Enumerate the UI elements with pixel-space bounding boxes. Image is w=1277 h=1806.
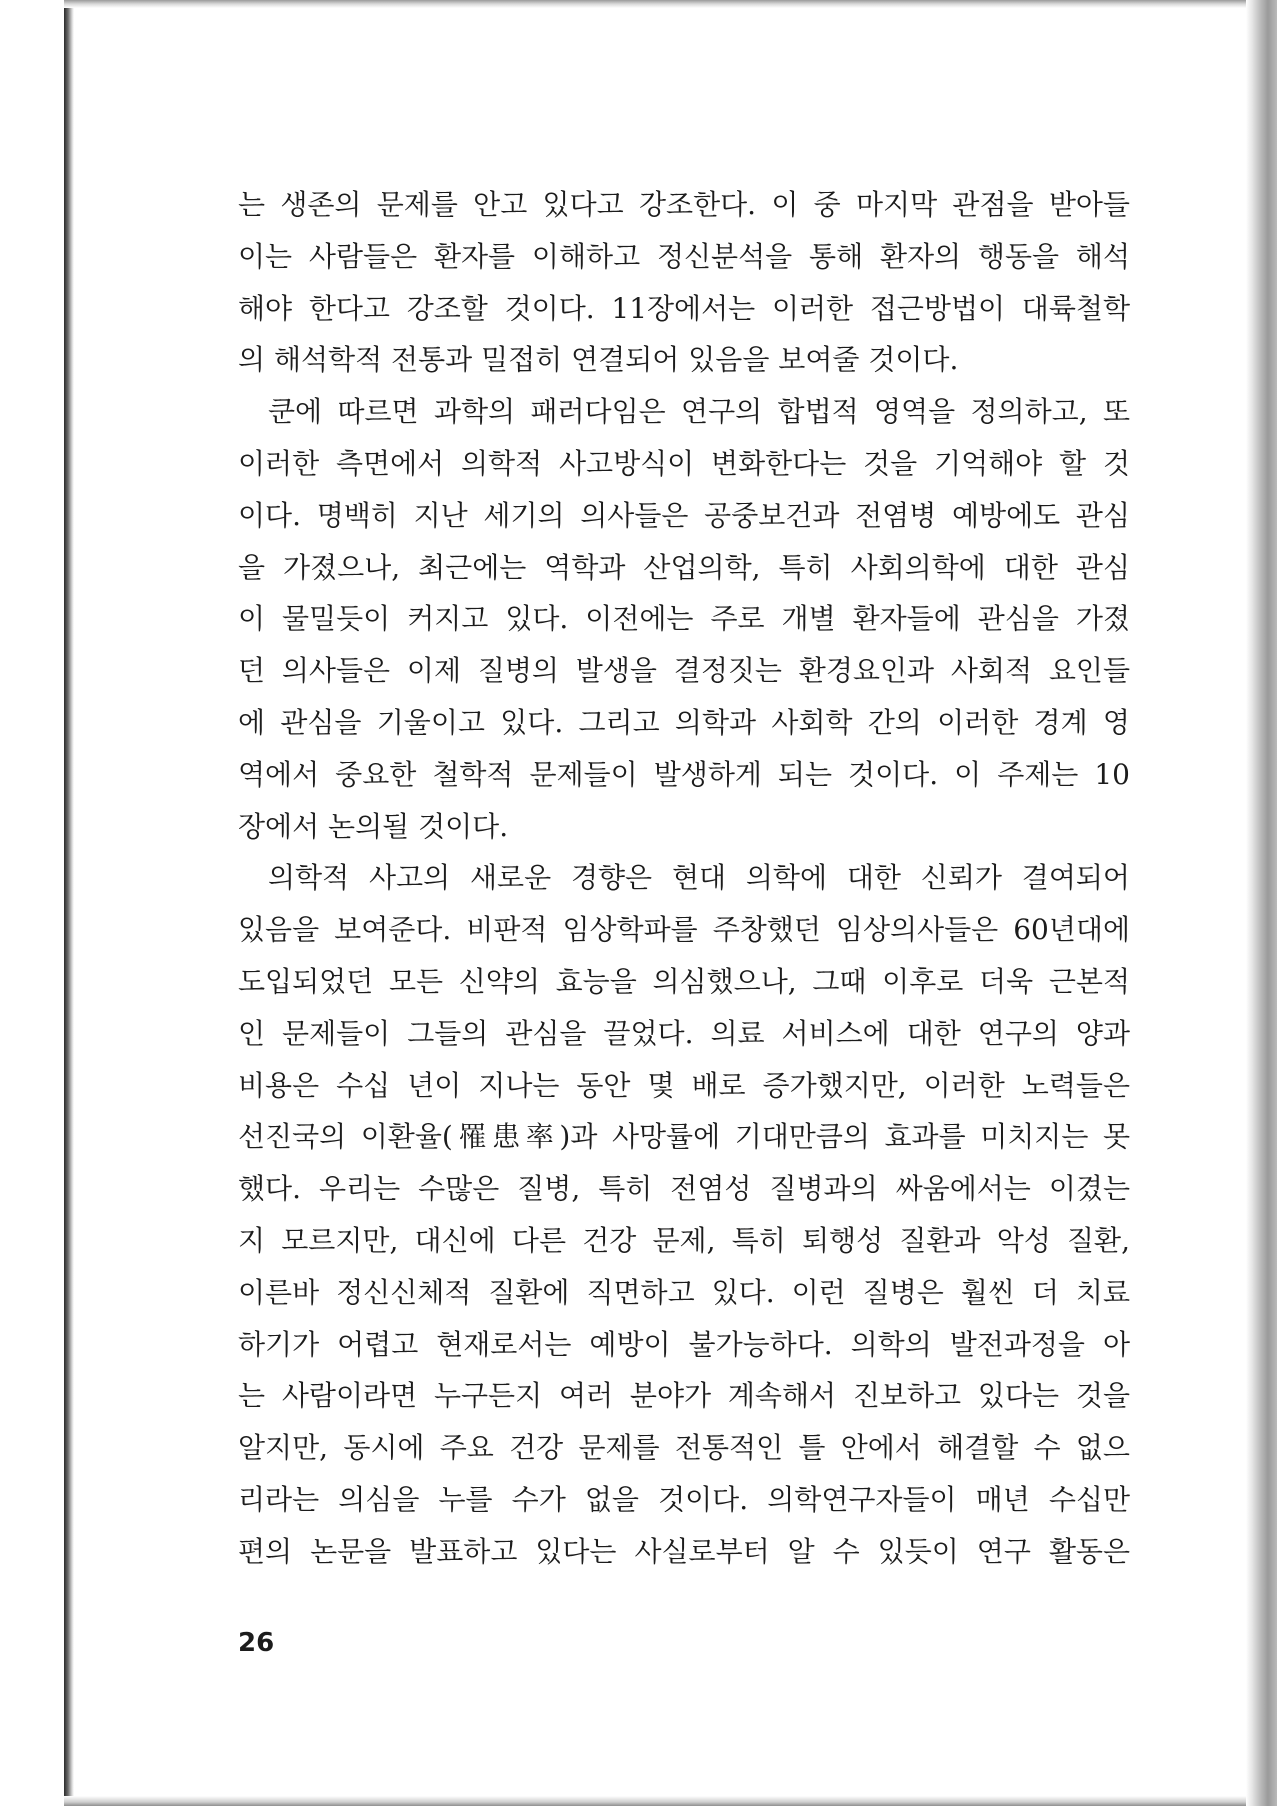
text-line: 인 문제들이 그들의 관심을 끌었다. 의료 서비스에 대한 연구의 양과 xyxy=(238,1016,1130,1050)
text-line: 장에서 논의될 것이다. xyxy=(238,809,509,843)
text-line: 이는 사람들은 환자를 이해하고 정신분석을 통해 환자의 행동을 해석 xyxy=(238,239,1130,273)
text-line: 있음을 보여준다. 비판적 임상학파를 주창했던 임상의사들은 60년대에 xyxy=(238,913,1130,947)
text-line: 선진국의 이환율(罹患率)과 사망률에 기대만큼의 효과를 미치지는 못 xyxy=(238,1120,1130,1154)
text-line: 리라는 의심을 누를 수가 없을 것이다. 의학연구자들이 매년 수십만 xyxy=(238,1482,1130,1516)
text-line: 하기가 어렵고 현재로서는 예방이 불가능하다. 의학의 발전과정을 아 xyxy=(238,1327,1130,1361)
text-line: 지 모르지만, 대신에 다른 건강 문제, 특히 퇴행성 질환과 악성 질환, xyxy=(238,1223,1130,1257)
text-line: 던 의사들은 이제 질병의 발생을 결정짓는 환경요인과 사회적 요인들 xyxy=(238,654,1130,688)
text-line: 비용은 수십 년이 지나는 동안 몇 배로 증가했지만, 이러한 노력들은 xyxy=(238,1068,1130,1102)
text-line: 이러한 측면에서 의학적 사고방식이 변화한다는 것을 기억해야 할 것 xyxy=(238,446,1130,480)
page-outer-edge xyxy=(1246,0,1277,1806)
text-line: 이다. 명백히 지난 세기의 의사들은 공중보건과 전염병 예방에도 관심 xyxy=(238,498,1130,532)
text-line: 는 생존의 문제를 안고 있다고 강조한다. 이 중 마지막 관점을 받아들 xyxy=(238,188,1130,221)
text-line: 의 해석학적 전통과 밀접히 연결되어 있음을 보여줄 것이다. xyxy=(238,343,959,377)
text-line-paragraph-start: 쿤에 따르면 과학의 패러다임은 연구의 합법적 영역을 정의하고, 또 xyxy=(268,395,1130,429)
text-line: 는 사람이라면 누구든지 여러 분야가 계속해서 진보하고 있다는 것을 xyxy=(238,1379,1130,1413)
text-line: 역에서 중요한 철학적 문제들이 발생하게 되는 것이다. 이 주제는 10 xyxy=(238,757,1130,791)
text-line: 이 물밀듯이 커지고 있다. 이전에는 주로 개별 환자들에 관심을 가졌 xyxy=(238,602,1130,636)
page-bottom-edge xyxy=(64,1796,1246,1806)
page-top-edge xyxy=(64,0,1246,8)
text-line: 했다. 우리는 수많은 질병, 특히 전염성 질병과의 싸움에서는 이겼는 xyxy=(238,1172,1130,1206)
page-spine-edge xyxy=(64,0,74,1806)
text-line: 알지만, 동시에 주요 건강 문제를 전통적인 틀 안에서 해결할 수 없으 xyxy=(238,1431,1130,1465)
text-line: 도입되었던 모든 신약의 효능을 의심했으나, 그때 이후로 더욱 근본적 xyxy=(238,964,1130,998)
text-line: 해야 한다고 강조할 것이다. 11장에서는 이러한 접근방법이 대륙철학 xyxy=(238,291,1130,325)
text-line: 을 가졌으나, 최근에는 역학과 산업의학, 특히 사회의학에 대한 관심 xyxy=(238,550,1130,584)
body-text xyxy=(238,185,1130,1584)
text-line: 이른바 정신신체적 질환에 직면하고 있다. 이런 질병은 훨씬 더 치료 xyxy=(238,1275,1130,1309)
text-line: 편의 논문을 발표하고 있다는 사실로부터 알 수 있듯이 연구 활동은 xyxy=(238,1534,1130,1568)
text-line-paragraph-start: 의학적 사고의 새로운 경향은 현대 의학에 대한 신뢰가 결여되어 xyxy=(268,861,1130,895)
text-line: 에 관심을 기울이고 있다. 그리고 의학과 사회학 간의 이러한 경계 영 xyxy=(238,705,1130,739)
page-number: 26 xyxy=(238,1628,275,1658)
